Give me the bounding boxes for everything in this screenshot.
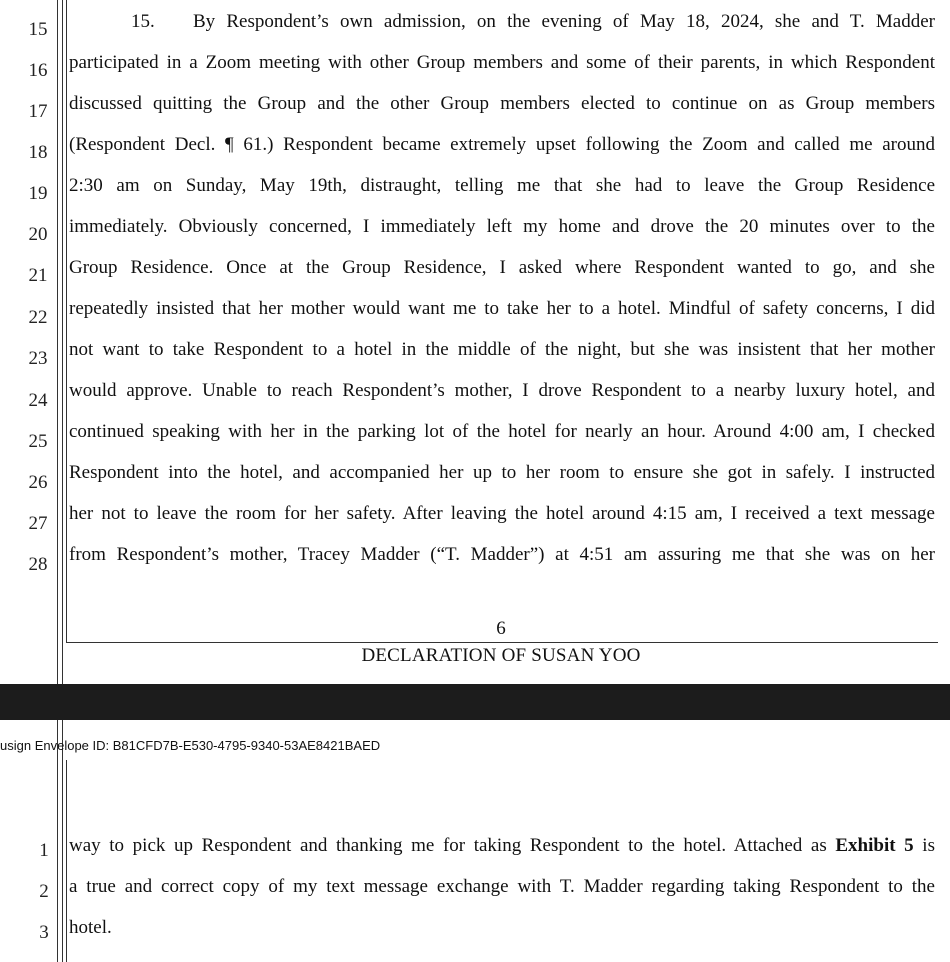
text-line: participated in a Zoom meeting with other Group members and some of their parents, in which Respondent	[69, 52, 935, 73]
line-number: 2	[39, 881, 49, 902]
text-line: immediately. Obviously concerned, I immediately left my home and drove the 20 minutes over to the	[69, 216, 935, 237]
left-margin-rule-inner	[62, 0, 63, 684]
docusign-envelope-id: usign Envelope ID: B81CFD7B-E530-4795-9340-53AE8421BAED	[0, 738, 381, 753]
line-number: 24	[28, 390, 48, 411]
line-number: 1	[39, 840, 49, 861]
text-margin-rule	[66, 0, 67, 642]
text-line: Respondent into the hotel, and accompanied her up to her room to ensure she got in safely. I instructed	[69, 462, 935, 483]
page-separator	[0, 684, 950, 720]
text-line: from Respondent’s mother, Tracey Madder (“T. Madder”) at 4:51 am assuring me that she was on her	[69, 544, 935, 565]
line-number: 3	[39, 922, 49, 943]
line-number: 15	[28, 19, 48, 40]
text-line: repeatedly insisted that her mother would want me to take her to a hotel. Mindful of safety concerns, I did	[69, 298, 935, 319]
line-number: 21	[28, 265, 48, 286]
line-number: 23	[28, 348, 48, 369]
text-line: a true and correct copy of my text message exchange with T. Madder regarding taking Respondent to the	[69, 876, 935, 897]
text-line: (Respondent Decl. ¶ 61.) Respondent became extremely upset following the Zoom and called me around	[69, 134, 935, 155]
line-number: 20	[28, 224, 48, 245]
exhibit-reference: Exhibit 5	[835, 835, 914, 856]
line-number: 16	[28, 60, 48, 81]
line-number: 26	[28, 472, 48, 493]
text-line: not want to take Respondent to a hotel in the middle of the night, but she was insistent that her mother	[69, 339, 935, 360]
text-line: discussed quitting the Group and the other Group members elected to continue on as Group members	[69, 93, 935, 114]
paragraph-number: 15.	[131, 11, 155, 32]
text-segment: is	[913, 835, 935, 856]
paragraph-first-line: By Respondent’s own admission, on the evening of May 18, 2024, she and T. Madder	[193, 11, 935, 32]
line-number: 27	[28, 513, 48, 534]
text-line: would approve. Unable to reach Respondent’s mother, I drove Respondent to a nearby luxury hotel, and	[69, 380, 935, 401]
line-number: 19	[28, 183, 48, 204]
line-number: 18	[28, 142, 48, 163]
page-number: 6	[496, 618, 506, 639]
text-line	[69, 834, 935, 858]
text-segment: way to pick up Respondent and thanking me for taking Respondent to the hotel. Attached as	[69, 835, 836, 856]
line-number: 22	[28, 307, 48, 328]
footer-title: DECLARATION OF SUSAN YOO	[361, 645, 641, 666]
footer-divider	[66, 642, 938, 643]
line-number: 17	[28, 101, 48, 122]
text-line: Group Residence. Once at the Group Residence, I asked where Respondent wanted to go, and she	[69, 257, 935, 278]
document-page-7	[0, 720, 950, 962]
text-line: her not to leave the room for her safety. After leaving the hotel around 4:15 am, I received a text message	[69, 503, 935, 524]
left-margin-rule-outer	[57, 0, 58, 684]
text-line: continued speaking with her in the parking lot of the hotel for nearly an hour. Around 4:00 am, I checked	[69, 421, 935, 442]
left-margin-rule-inner	[62, 720, 63, 962]
text-margin-rule	[66, 760, 67, 962]
line-number: 25	[28, 431, 48, 452]
text-line: hotel.	[69, 917, 112, 938]
line-number: 28	[28, 554, 48, 575]
text-line: 2:30 am on Sunday, May 19th, distraught, telling me that she had to leave the Group Residence	[69, 175, 935, 196]
